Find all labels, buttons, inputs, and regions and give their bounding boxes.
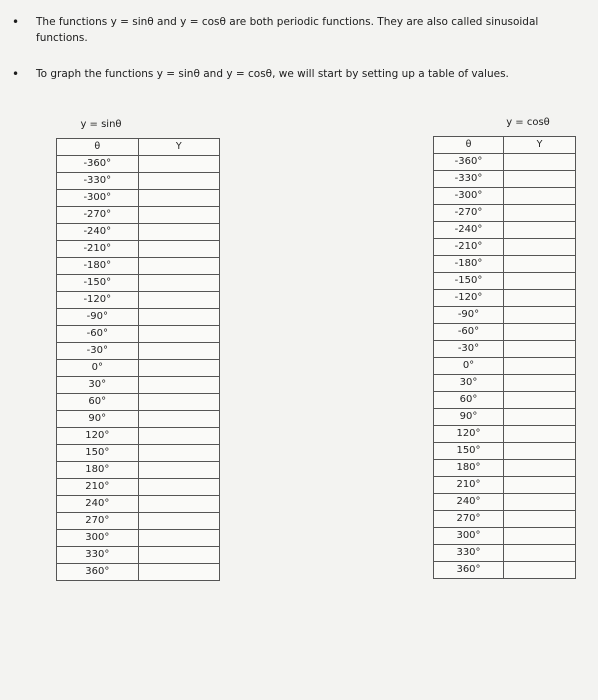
y-value-cell[interactable] [504, 358, 576, 375]
theta-cell: -30° [57, 343, 139, 360]
y-value-cell[interactable] [138, 360, 219, 377]
theta-column-header: θ [434, 137, 504, 154]
y-value-cell[interactable] [138, 343, 219, 360]
y-value-cell[interactable] [138, 564, 219, 581]
table-row [57, 360, 220, 377]
theta-column-header: θ [57, 139, 139, 156]
y-column-header: Y [138, 139, 219, 156]
y-value-cell[interactable] [138, 377, 219, 394]
theta-cell: -300° [57, 190, 139, 207]
cos-value-table [433, 136, 576, 579]
y-value-cell[interactable] [504, 341, 576, 358]
table-row [57, 190, 220, 207]
y-value-cell[interactable] [138, 445, 219, 462]
table-row [434, 511, 576, 528]
y-value-cell[interactable] [504, 324, 576, 341]
y-value-cell[interactable] [138, 513, 219, 530]
theta-cell: 360° [57, 564, 139, 581]
y-column-header: Y [504, 137, 576, 154]
table-row [434, 154, 576, 171]
table-row [57, 207, 220, 224]
theta-cell: -90° [434, 307, 504, 324]
table-row [57, 564, 220, 581]
theta-cell: -210° [434, 239, 504, 256]
table-row [434, 256, 576, 273]
table-row [434, 426, 576, 443]
y-value-cell[interactable] [138, 462, 219, 479]
table-row [434, 392, 576, 409]
table-row [57, 462, 220, 479]
table-row [434, 307, 576, 324]
y-value-cell[interactable] [138, 411, 219, 428]
y-value-cell[interactable] [504, 205, 576, 222]
y-value-cell[interactable] [504, 239, 576, 256]
sin-table-caption: y = sinθ [80, 119, 122, 130]
y-value-cell[interactable] [504, 494, 576, 511]
theta-cell: -270° [434, 205, 504, 222]
theta-cell: -240° [57, 224, 139, 241]
y-value-cell[interactable] [504, 409, 576, 426]
table-row [57, 292, 220, 309]
y-value-cell[interactable] [138, 530, 219, 547]
theta-cell: 30° [434, 375, 504, 392]
theta-cell: -360° [434, 154, 504, 171]
table-row [57, 513, 220, 530]
table-row [57, 258, 220, 275]
table-row [57, 241, 220, 258]
theta-cell: 270° [434, 511, 504, 528]
theta-cell: 300° [57, 530, 139, 547]
table-row [434, 409, 576, 426]
table-row [57, 173, 220, 190]
y-value-cell[interactable] [504, 443, 576, 460]
theta-cell: 180° [434, 460, 504, 477]
bullet-icon: • [12, 15, 20, 29]
theta-cell: -180° [434, 256, 504, 273]
table-row [434, 562, 576, 579]
y-value-cell[interactable] [138, 326, 219, 343]
y-value-cell[interactable] [138, 394, 219, 411]
table-row [434, 273, 576, 290]
table-row [57, 156, 220, 173]
theta-cell: 0° [434, 358, 504, 375]
table-row [57, 326, 220, 343]
theta-cell: -30° [434, 341, 504, 358]
bullet-text: The functions y = sinθ and y = cosθ are both periodic functions. They are also called sinusoidal functions. [36, 16, 539, 44]
theta-cell: 0° [57, 360, 139, 377]
theta-cell: -90° [57, 309, 139, 326]
table-row [434, 358, 576, 375]
theta-cell: -60° [57, 326, 139, 343]
theta-cell: -240° [434, 222, 504, 239]
y-value-cell[interactable] [504, 511, 576, 528]
y-value-cell[interactable] [504, 307, 576, 324]
y-value-cell[interactable] [504, 392, 576, 409]
table-row [434, 443, 576, 460]
cos-table-caption: y = cosθ [506, 117, 550, 128]
y-value-cell[interactable] [504, 154, 576, 171]
theta-cell: 120° [57, 428, 139, 445]
table-row [57, 411, 220, 428]
theta-cell: 90° [434, 409, 504, 426]
y-value-cell[interactable] [504, 273, 576, 290]
table-row [434, 239, 576, 256]
y-value-cell[interactable] [504, 256, 576, 273]
table-row [434, 545, 576, 562]
theta-cell: 150° [434, 443, 504, 460]
y-value-cell[interactable] [504, 171, 576, 188]
theta-cell: 120° [434, 426, 504, 443]
y-value-cell[interactable] [504, 375, 576, 392]
y-value-cell[interactable] [504, 562, 576, 579]
y-value-cell[interactable] [504, 528, 576, 545]
theta-cell: 150° [57, 445, 139, 462]
table-row [57, 275, 220, 292]
y-value-cell[interactable] [138, 241, 219, 258]
theta-cell: -330° [434, 171, 504, 188]
y-value-cell[interactable] [504, 222, 576, 239]
sin-table-section [56, 118, 220, 581]
table-row [57, 377, 220, 394]
y-value-cell[interactable] [138, 428, 219, 445]
theta-cell: -180° [57, 258, 139, 275]
y-value-cell[interactable] [138, 479, 219, 496]
theta-cell: 330° [434, 545, 504, 562]
theta-cell: 270° [57, 513, 139, 530]
y-value-cell[interactable] [138, 547, 219, 564]
table-header-row [57, 139, 220, 156]
y-value-cell[interactable] [138, 156, 219, 173]
table-row [57, 343, 220, 360]
theta-cell: 30° [57, 377, 139, 394]
table-row [434, 290, 576, 307]
theta-cell: -150° [57, 275, 139, 292]
table-row [57, 479, 220, 496]
y-value-cell[interactable] [138, 496, 219, 513]
table-row [434, 324, 576, 341]
table-row [434, 477, 576, 494]
bullet-icon: • [12, 67, 20, 81]
table-row [57, 445, 220, 462]
table-row [57, 496, 220, 513]
theta-cell: 60° [434, 392, 504, 409]
theta-cell: -210° [57, 241, 139, 258]
y-value-cell[interactable] [504, 426, 576, 443]
theta-cell: 180° [57, 462, 139, 479]
table-row [434, 460, 576, 477]
table-row [434, 205, 576, 222]
table-row [57, 547, 220, 564]
y-value-cell[interactable] [504, 477, 576, 494]
bullet-text: To graph the functions y = sinθ and y = cosθ, we will start by setting up a table of values. [36, 68, 509, 80]
theta-cell: -270° [57, 207, 139, 224]
theta-cell: -120° [57, 292, 139, 309]
table-row [57, 428, 220, 445]
theta-cell: 330° [57, 547, 139, 564]
y-value-cell[interactable] [504, 460, 576, 477]
theta-cell: 300° [434, 528, 504, 545]
table-row [434, 375, 576, 392]
theta-cell: -150° [434, 273, 504, 290]
y-value-cell[interactable] [138, 258, 219, 275]
table-row [434, 341, 576, 358]
table-row [57, 530, 220, 547]
y-value-cell[interactable] [138, 275, 219, 292]
theta-cell: -120° [434, 290, 504, 307]
table-row [434, 528, 576, 545]
y-value-cell[interactable] [138, 292, 219, 309]
y-value-cell[interactable] [138, 309, 219, 326]
y-value-cell[interactable] [138, 224, 219, 241]
sin-value-table [56, 138, 220, 581]
theta-cell: -330° [57, 173, 139, 190]
table-row [434, 222, 576, 239]
theta-cell: 210° [434, 477, 504, 494]
table-row [57, 309, 220, 326]
theta-cell: 210° [57, 479, 139, 496]
theta-cell: 360° [434, 562, 504, 579]
y-value-cell[interactable] [504, 545, 576, 562]
theta-cell: 90° [57, 411, 139, 428]
theta-cell: -60° [434, 324, 504, 341]
table-row [434, 494, 576, 511]
table-row [57, 394, 220, 411]
y-value-cell[interactable] [138, 190, 219, 207]
theta-cell: -360° [57, 156, 139, 173]
y-value-cell[interactable] [138, 207, 219, 224]
table-row [434, 171, 576, 188]
table-header-row [434, 137, 576, 154]
cos-table-section [433, 116, 583, 579]
y-value-cell[interactable] [504, 188, 576, 205]
y-value-cell[interactable] [138, 173, 219, 190]
y-value-cell[interactable] [504, 290, 576, 307]
table-row [57, 224, 220, 241]
theta-cell: 60° [57, 394, 139, 411]
table-row [434, 188, 576, 205]
theta-cell: -300° [434, 188, 504, 205]
theta-cell: 240° [57, 496, 139, 513]
theta-cell: 240° [434, 494, 504, 511]
